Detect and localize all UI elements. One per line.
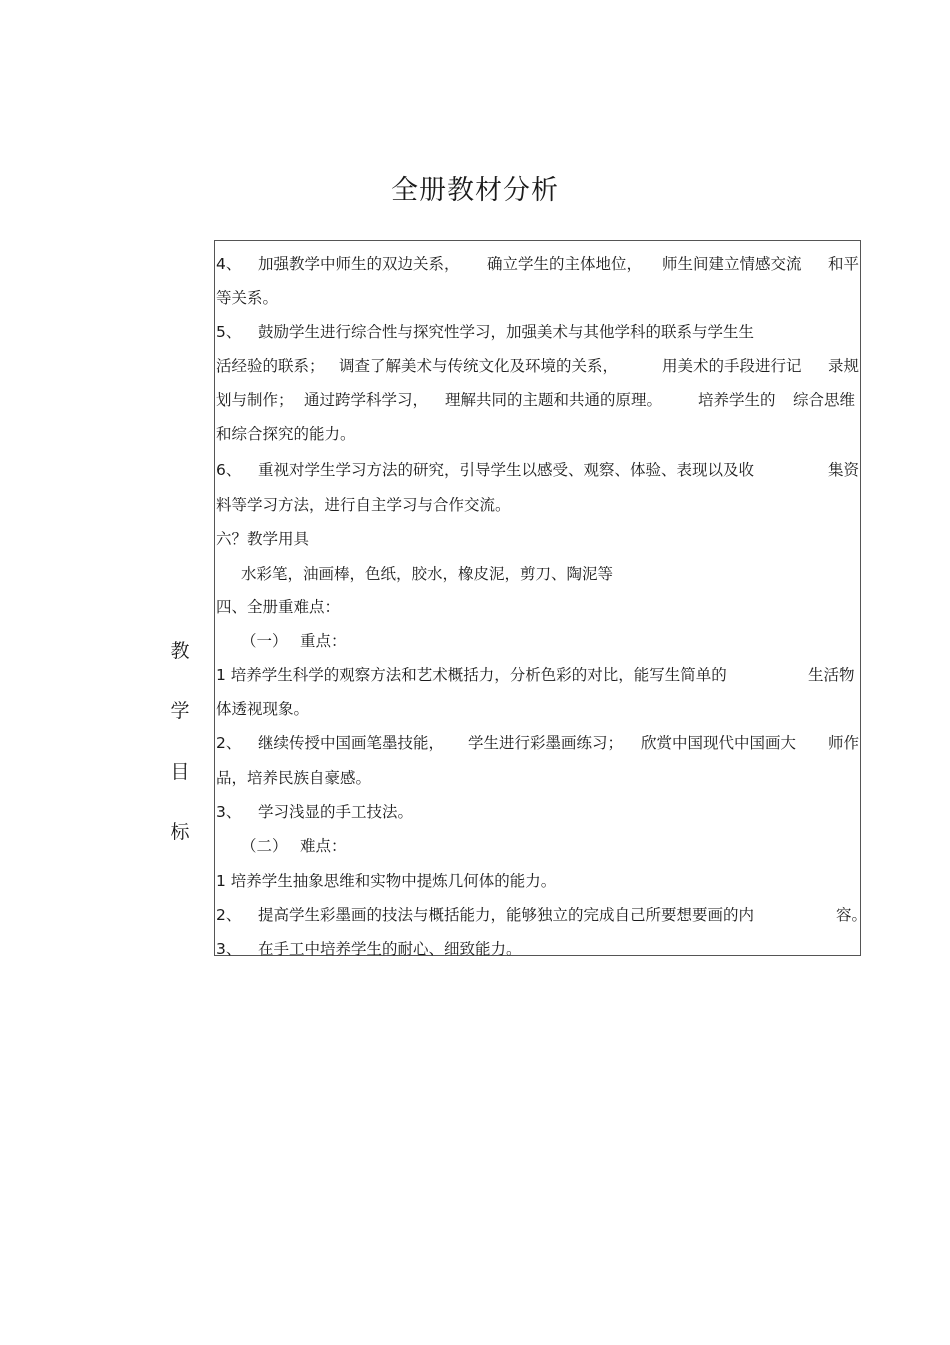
- text-segment: 水彩笔，油画棒，色纸，胶水，橡皮泥，剪刀、陶泥等: [241, 565, 614, 583]
- text-segment: 在手工中培养学生的耐心、细致能力。: [258, 940, 522, 958]
- text-segment: 学生进行彩墨画练习；: [468, 734, 624, 752]
- text-segment: 录规: [828, 357, 860, 375]
- text-segment: 加强教学中师生的双边关系，: [258, 255, 460, 273]
- item-number: 4、: [216, 255, 242, 273]
- text-segment: 品，培养民族自豪感。: [216, 769, 372, 787]
- text-segment: 理解共同的主题和共通的原理。: [445, 391, 663, 409]
- text-line: [216, 320, 861, 344]
- item-number: 5、: [216, 323, 242, 341]
- text-segment: 确立学生的主体地位，: [487, 255, 643, 273]
- text-segment: 划与制作；: [216, 391, 294, 409]
- item-number: 6、: [216, 461, 242, 479]
- section-heading: [216, 595, 861, 619]
- text-segment: 四、全册重难点：: [216, 598, 341, 616]
- subsection-heading: [216, 629, 861, 653]
- text-segment: 师生间建立情感交流: [662, 255, 802, 273]
- text-segment: 容。: [836, 906, 868, 924]
- text-segment: 通过跨学科学习，: [304, 391, 429, 409]
- text-line: [216, 252, 861, 276]
- text-segment: 综合思维: [793, 391, 856, 409]
- text-segment: 1 培养学生科学的观察方法和艺术概括力，分析色彩的对比，能写生简单的: [216, 666, 727, 684]
- text-segment: 活经验的联系；: [216, 357, 325, 375]
- text-line: [216, 388, 861, 412]
- text-segment: 学习浅显的手工技法。: [258, 803, 414, 821]
- text-segment: 重点：: [300, 632, 347, 650]
- text-segment: 难点：: [300, 837, 347, 855]
- text-segment: 欣赏中国现代中国画大: [641, 734, 797, 752]
- text-line: [216, 903, 868, 927]
- text-line: [216, 697, 861, 721]
- text-segment: 继续传授中国画笔墨技能，: [258, 734, 445, 752]
- text-line: [216, 458, 861, 482]
- text-line: [216, 562, 861, 586]
- text-line: [216, 766, 861, 790]
- text-line: [216, 663, 861, 687]
- section-heading: [216, 527, 861, 551]
- text-line: [216, 937, 861, 961]
- side-label-char: 教: [170, 640, 190, 662]
- text-segment: 体透视现象。: [216, 700, 310, 718]
- subsection-heading: [216, 834, 861, 858]
- text-line: [216, 800, 861, 824]
- text-segment: 料等学习方法，进行自主学习与合作交流。: [216, 496, 511, 514]
- text-segment: （一）: [241, 632, 288, 650]
- text-segment: 培养学生的: [698, 391, 776, 409]
- side-label-char: 目: [170, 761, 190, 783]
- text-segment: 1 培养学生抽象思维和实物中提炼几何体的能力。: [216, 872, 557, 890]
- text-segment: 生活物: [808, 666, 855, 684]
- text-line: [216, 422, 861, 446]
- item-number: 3、: [216, 803, 242, 821]
- text-segment: 和综合探究的能力。: [216, 425, 356, 443]
- text-segment: 鼓励学生进行综合性与探究性学习，加强美术与其他学科的联系与学生生: [258, 323, 755, 341]
- text-segment: 调查了解美术与传统文化及环境的关系，: [339, 357, 619, 375]
- side-label-char: 学: [170, 700, 190, 722]
- text-segment: 集资: [828, 461, 860, 479]
- text-segment: 和平: [828, 255, 860, 273]
- text-line: [216, 354, 861, 378]
- text-line: [216, 493, 861, 517]
- text-line: [216, 286, 861, 310]
- item-number: 2、: [216, 906, 242, 924]
- text-segment: 等关系。: [216, 289, 279, 307]
- page-title: 全册教材分析: [391, 175, 559, 206]
- text-segment: 用美术的手段进行记: [662, 357, 802, 375]
- text-segment: 六？教学用具: [216, 530, 310, 548]
- text-segment: （二）: [241, 837, 288, 855]
- text-line: [216, 869, 861, 893]
- side-label-char: 标: [170, 821, 190, 843]
- text-segment: 重视对学生学习方法的研究，引导学生以感受、观察、体验、表现以及收: [258, 461, 755, 479]
- item-number: 2、: [216, 734, 242, 752]
- text-segment: 师作: [828, 734, 860, 752]
- text-segment: 提高学生彩墨画的技法与概括能力，能够独立的完成自己所要想要画的内: [258, 906, 755, 924]
- text-line: [216, 731, 861, 755]
- item-number: 3、: [216, 940, 242, 958]
